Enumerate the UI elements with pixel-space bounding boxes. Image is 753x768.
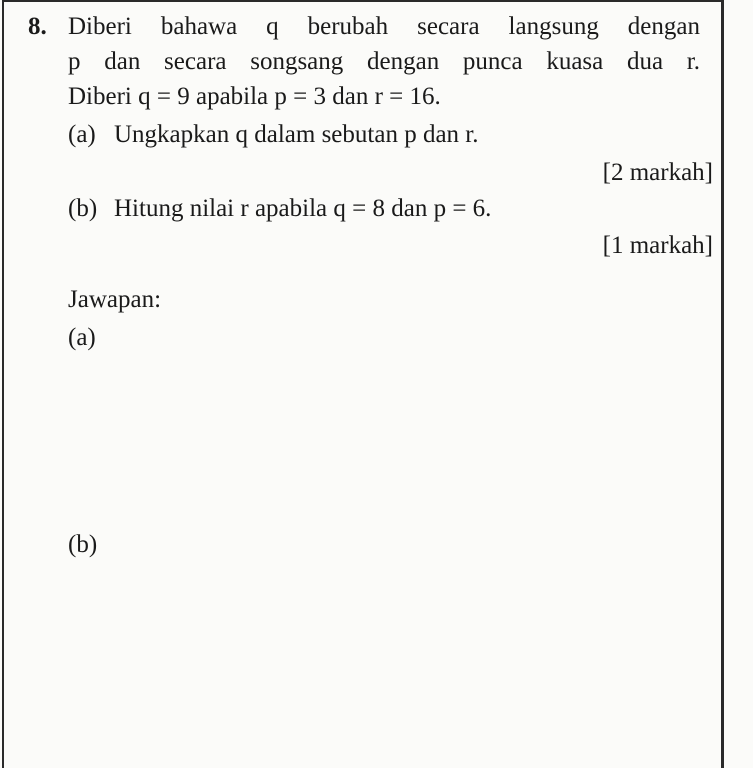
question-border <box>2 0 724 768</box>
part-b-marks-text: [1 markah] <box>602 232 713 259</box>
part-a-question <box>68 120 479 150</box>
answer-label-b: (b) <box>68 531 98 558</box>
question-line-1: Diberi bahawa q berubah secara langsung dengan <box>68 13 700 40</box>
part-a-marks-text: [2 markah] <box>602 159 713 186</box>
part-b-text: Hitung nilai r apabila q = 8 dan p = 6. <box>114 195 492 222</box>
part-b-label: (b) <box>68 195 98 222</box>
question-line-3: Diberi q = 9 apabila p = 3 dan r = 16. <box>68 83 441 110</box>
question-number: 8. <box>28 13 47 40</box>
answer-label-a: (a) <box>68 324 96 351</box>
part-a-text: Ungkapkan q dalam sebutan p dan r. <box>114 121 479 148</box>
part-a-marks <box>603 158 713 188</box>
question-line-2: p dan secara songsang dengan punca kuasa dua r. <box>68 48 700 75</box>
answer-heading: Jawapan: <box>68 286 162 313</box>
part-b-question <box>68 194 491 224</box>
part-a-label: (a) <box>68 121 96 148</box>
part-b-marks <box>603 231 713 261</box>
